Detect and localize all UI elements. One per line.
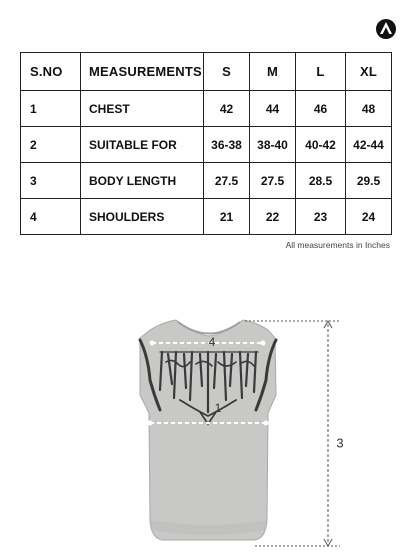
- table-header-row: [21, 53, 392, 91]
- row-value-s: 36-38: [204, 127, 250, 163]
- header-measurements: MEASUREMENTS: [81, 53, 204, 91]
- row-value-xl: 48: [346, 91, 392, 127]
- header-sno: S.NO: [21, 53, 81, 91]
- header-size-l: L: [296, 53, 346, 91]
- row-sno: 3: [21, 163, 81, 199]
- table-row: [21, 127, 392, 163]
- header-size-xl: XL: [346, 53, 392, 91]
- row-value-s: 21: [204, 199, 250, 235]
- brand-logo-icon: [375, 18, 397, 40]
- row-measurement: SHOULDERS: [81, 199, 204, 235]
- shoulder-measure-label: 4: [208, 335, 216, 350]
- row-value-l: 46: [296, 91, 346, 127]
- row-value-xl: 29.5: [346, 163, 392, 199]
- table-row: [21, 91, 392, 127]
- length-measure-label: 3: [336, 435, 344, 451]
- row-measurement: BODY LENGTH: [81, 163, 204, 199]
- table-row: [21, 163, 392, 199]
- row-value-xl: 42-44: [346, 127, 392, 163]
- table-row: [21, 199, 392, 235]
- row-value-l: 40-42: [296, 127, 346, 163]
- row-value-m: 38-40: [250, 127, 296, 163]
- row-value-m: 27.5: [250, 163, 296, 199]
- row-measurement: SUITABLE FOR: [81, 127, 204, 163]
- header-size-m: M: [250, 53, 296, 91]
- row-value-xl: 24: [346, 199, 392, 235]
- metal-logo-graphic: [140, 340, 276, 424]
- chest-measure-label: 1: [214, 401, 222, 416]
- row-value-s: 42: [204, 91, 250, 127]
- row-value-m: 22: [250, 199, 296, 235]
- row-value-m: 44: [250, 91, 296, 127]
- row-value-s: 27.5: [204, 163, 250, 199]
- garment-diagram: [0, 300, 416, 555]
- row-measurement: CHEST: [81, 91, 204, 127]
- row-sno: 4: [21, 199, 81, 235]
- row-sno: 1: [21, 91, 81, 127]
- measurement-unit-note: All measurements in Inches: [285, 240, 390, 250]
- size-chart-table: [20, 52, 392, 235]
- header-size-s: S: [204, 53, 250, 91]
- row-sno: 2: [21, 127, 81, 163]
- row-value-l: 28.5: [296, 163, 346, 199]
- row-value-l: 23: [296, 199, 346, 235]
